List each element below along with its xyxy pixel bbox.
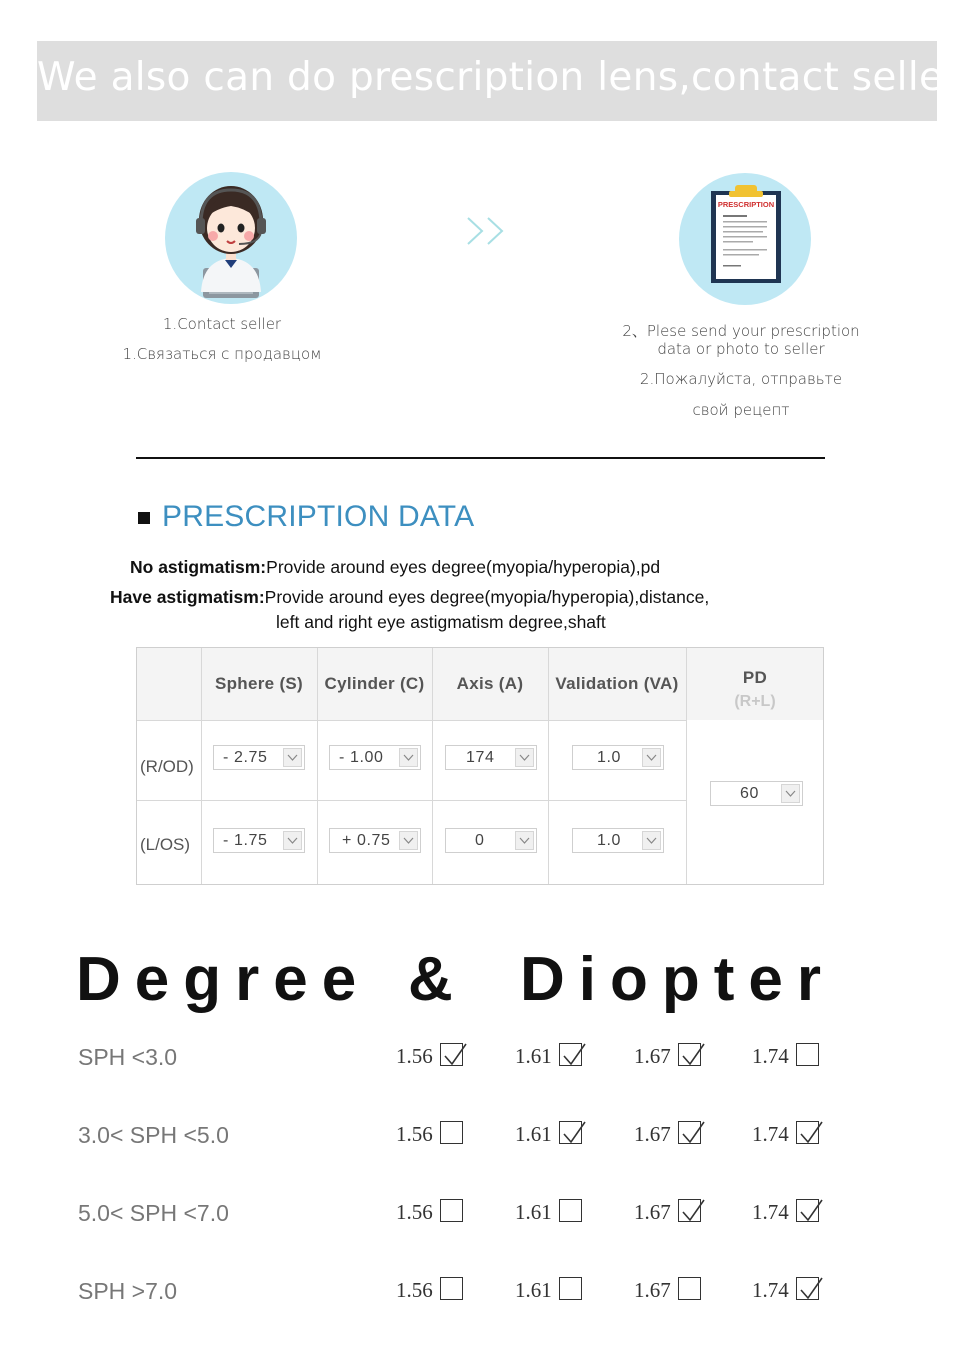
astigmatism-line-2: left and right eye astigmatism degree,shaft [276,612,606,632]
section-title: PRESCRIPTION DATA [162,500,475,533]
lens-index-label: 1.67 [634,1122,671,1146]
prescription-icon [679,173,811,305]
cylinder-select-right[interactable] [329,745,421,770]
validation-select-right[interactable] [572,745,664,770]
empty-checkbox-icon [559,1199,582,1222]
checked-checkbox-icon [678,1199,701,1222]
lens-index-label: 1.56 [396,1278,433,1302]
chevron-down-icon [399,748,418,767]
validation-value-right: 1.0 [597,749,622,766]
lens-index-label: 1.74 [752,1122,789,1146]
banner-title: We also can do prescription lens,contact seller [37,55,960,100]
astigmatism-label: Have astigmatism: [110,587,265,607]
lens-index-label: 1.67 [634,1200,671,1224]
lens-index-label: 1.61 [515,1200,552,1224]
lens-index-label: 1.56 [396,1200,433,1224]
header-pd-sub: (R+L) [734,693,776,710]
axis-select-left[interactable] [445,828,537,853]
step2-caption-en-1: 2、Plese send your prescription [622,322,860,340]
double-chevron-right-icon [462,214,512,248]
diopter-title: Diopter [520,945,835,1014]
lens-index-label: 1.74 [752,1044,789,1068]
axis-value-left: 0 [475,832,485,849]
lens-index-label: 1.74 [752,1278,789,1302]
pd-value: 60 [740,785,759,802]
step2-caption-ru-2: свой рецепт [692,401,790,419]
empty-checkbox-icon [678,1277,701,1300]
chevron-down-icon [399,831,418,850]
chevron-down-icon [642,748,661,767]
sphere-select-left[interactable] [213,828,305,853]
sph-range-label: 5.0< SPH <7.0 [78,1200,229,1226]
ampersand: & [408,945,467,1014]
chevron-down-icon [642,831,661,850]
header-cylinder: Cylinder (C) [324,674,425,693]
empty-checkbox-icon [440,1121,463,1144]
row-divider [137,720,686,721]
no-astigmatism-line [130,557,660,578]
empty-checkbox-icon [559,1277,582,1300]
banner [37,41,960,121]
checked-checkbox-icon [559,1043,582,1066]
chevron-down-icon [515,748,534,767]
prescription-badge: PRESCRIPTION [717,200,775,209]
chevron-down-icon [283,748,302,767]
astigmatism-line [110,587,709,608]
astigmatism-text: Provide around eyes degree(myopia/hyperopia),distance, [264,587,710,607]
prescription-table [136,647,824,885]
header-pd: PD [742,668,768,687]
sphere-value-left: - 1.75 [223,832,268,849]
empty-checkbox-icon [440,1277,463,1300]
checked-checkbox-icon [678,1043,701,1066]
row-label-left-eye: (L/OS) [140,835,191,854]
sph-range-label: SPH >7.0 [78,1278,178,1304]
checked-checkbox-icon [796,1277,819,1300]
empty-checkbox-icon [440,1199,463,1222]
lens-index-label: 1.61 [515,1044,552,1068]
header-sphere: Sphere (S) [214,674,304,693]
divider [136,457,825,459]
degree-title: Degree [76,945,371,1014]
validation-select-left[interactable] [572,828,664,853]
checked-checkbox-icon [678,1121,701,1144]
no-astigmatism-label: No astigmatism: [130,557,267,577]
lens-index-label: 1.67 [634,1044,671,1068]
axis-value-right: 174 [466,749,495,766]
cylinder-value-right: - 1.00 [339,749,384,766]
step1-caption-ru: 1.Связаться с продавцом [122,345,322,363]
validation-value-left: 1.0 [597,832,622,849]
checked-checkbox-icon [559,1121,582,1144]
checked-checkbox-icon [796,1121,819,1144]
sph-range-label: 3.0< SPH <5.0 [78,1122,229,1148]
sphere-select-right[interactable] [213,745,305,770]
section-bullet [138,512,150,524]
header-validation: Validation (VA) [555,674,679,693]
sph-range-label: SPH <3.0 [78,1044,178,1070]
lens-index-label: 1.56 [396,1044,433,1068]
cylinder-value-left: + 0.75 [342,832,391,849]
lens-index-label: 1.74 [752,1200,789,1224]
lens-index-label: 1.61 [515,1278,552,1302]
header-axis: Axis (A) [456,674,524,693]
step1-caption-en: 1.Contact seller [162,315,282,333]
row-divider [137,800,686,801]
cylinder-select-left[interactable] [329,828,421,853]
checked-checkbox-icon [796,1199,819,1222]
row-label-right-eye: (R/OD) [140,757,194,776]
checked-checkbox-icon [440,1043,463,1066]
lens-index-label: 1.67 [634,1278,671,1302]
chevron-down-icon [515,831,534,850]
customer-service-icon [165,172,297,304]
chevron-down-icon [781,784,800,803]
chevron-down-icon [283,831,302,850]
step2-caption-ru-1: 2.Пожалуйста, отправьте [639,370,843,388]
empty-checkbox-icon [796,1043,819,1066]
step2-caption-en-2: data or photo to seller [657,340,825,358]
no-astigmatism-text: Provide around eyes degree(myopia/hyperopia),pd [266,557,661,577]
sphere-value-right: - 2.75 [223,749,268,766]
pd-select[interactable] [710,781,803,806]
axis-select-right[interactable] [445,745,537,770]
lens-index-label: 1.61 [515,1122,552,1146]
lens-index-label: 1.56 [396,1122,433,1146]
